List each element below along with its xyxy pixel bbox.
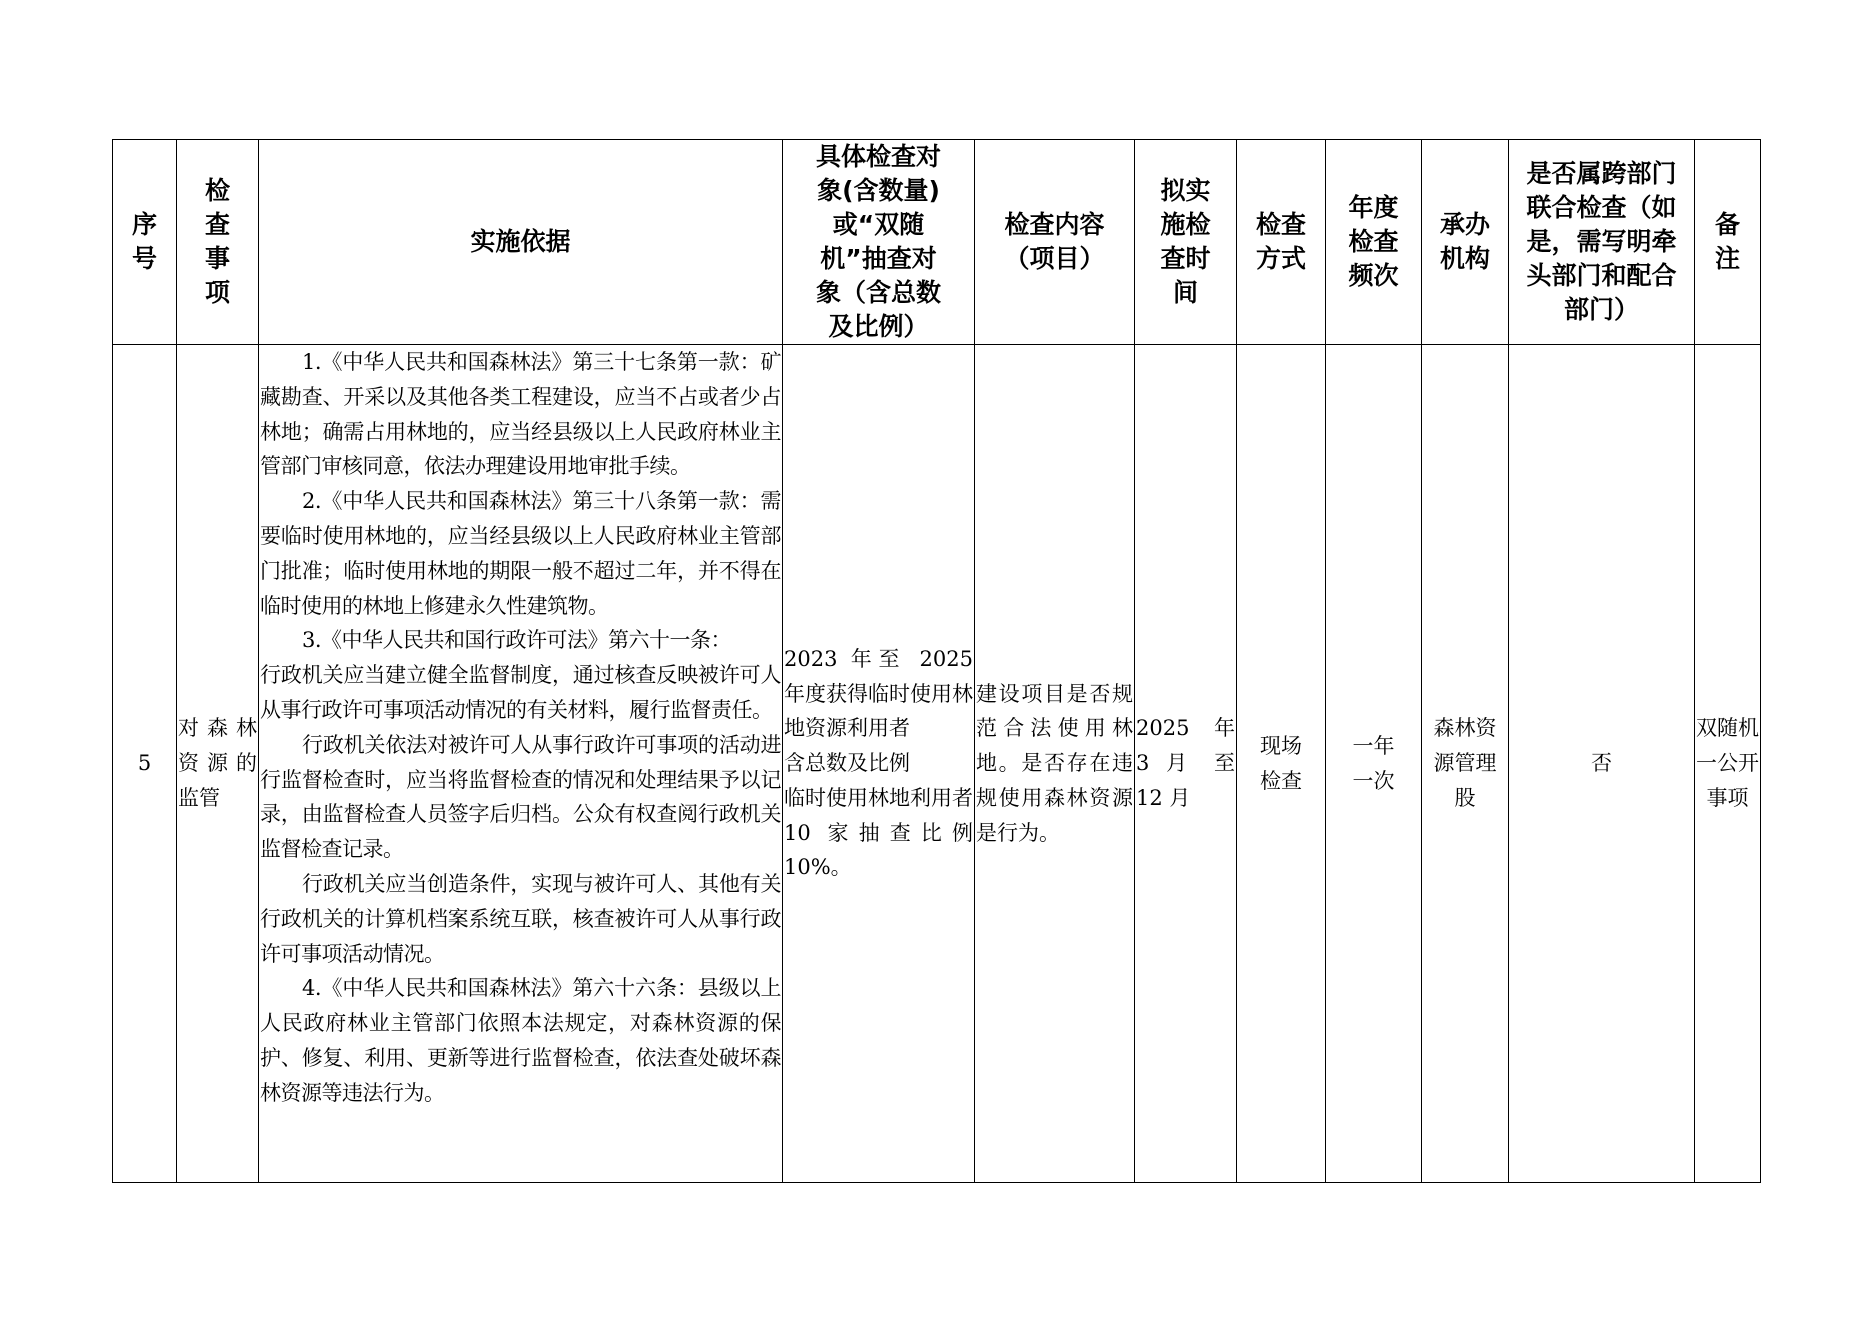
cell-method: 现场检查	[1237, 345, 1326, 1183]
basis-paragraph: 1.《中华人民共和国森林法》第三十七条第一款：矿藏勘查、开采以及其他各类工程建设，应当不占或者少占林地；确需占用林地的，应当经县级以上人民政府林业主管部门审核同意，依法办理建设用地审批手续。	[260, 350, 781, 479]
object-line: 2023 年至 2025 年度获得临时使用林地资源利用者	[784, 646, 973, 741]
cell-basis	[259, 345, 783, 1183]
object-line: 临时使用林地利用者 10 家抽查比例 10%。	[784, 785, 973, 880]
cell-object	[783, 345, 975, 1183]
basis-paragraph: 行政机关依法对被许可人从事行政许可事项的活动进行监督检查时，应当将监督检查的情况和处理结果予以记录，由监督检查人员签字后归档。公众有权查阅行政机关监督检查记录。	[260, 732, 781, 862]
cell-remark: 双随机一公开事项	[1695, 345, 1761, 1183]
header-content: 检查内容（项目）	[975, 140, 1135, 345]
header-item: 检查事项	[177, 140, 259, 345]
basis-paragraph: 行政机关应当创造条件，实现与被许可人、其他有关行政机关的计算机档案系统互联，核查被许可人从事行政许可事项活动情况。	[260, 871, 781, 966]
header-remark: 备注	[1695, 140, 1761, 345]
basis-paragraph: 4.《中华人民共和国森林法》第六十六条：县级以上人民政府林业主管部门依照本法规定，对森林资源的保护、修复、利用、更新等进行监督检查，依法查处破坏森林资源等违法行为。	[260, 976, 781, 1105]
header-freq: 年度检查频次	[1326, 140, 1422, 345]
cell-time: 2025 年 3 月 至 12 月	[1135, 345, 1237, 1183]
basis-paragraph: 行政机关应当建立健全监督制度，通过核查反映被许可人从事行政许可事项活动情况的有关材料，履行监督责任。	[260, 663, 781, 722]
header-basis: 实施依据	[259, 140, 783, 345]
header-joint: 是否属跨部门联合检查（如是，需写明牵头部门和配合部门）	[1509, 140, 1695, 345]
basis-paragraph: 2.《中华人民共和国森林法》第三十八条第一款：需要临时使用林地的，应当经县级以上人民政府林业主管部门批准；临时使用林地的期限一般不超过二年，并不得在临时使用的林地上修建永久性建筑物。	[260, 489, 781, 618]
header-org: 承办机构	[1422, 140, 1509, 345]
header-row	[113, 140, 1761, 345]
header-time: 拟实施检查时间	[1135, 140, 1237, 345]
cell-freq: 一年一次	[1326, 345, 1422, 1183]
cell-joint: 否	[1509, 345, 1695, 1183]
basis-paragraph: 3.《中华人民共和国行政许可法》第六十一条：	[302, 628, 732, 653]
inspection-plan-table	[112, 139, 1761, 1183]
cell-seq: 5	[113, 345, 177, 1183]
header-object: 具体检查对象(含数量)或“双随机”抽查对象（含总数及比例）	[783, 140, 975, 345]
header-seq: 序号	[113, 140, 177, 345]
table-row	[113, 345, 1761, 1183]
cell-content: 建设项目是否规范合法使用林地。是否存在违规使用森林资源是行为。	[975, 345, 1135, 1183]
header-method: 检查方式	[1237, 140, 1326, 345]
cell-item: 对森林资源的监管	[177, 345, 259, 1183]
object-line: 含总数及比例	[784, 751, 910, 776]
cell-org: 森林资源管理股	[1422, 345, 1509, 1183]
